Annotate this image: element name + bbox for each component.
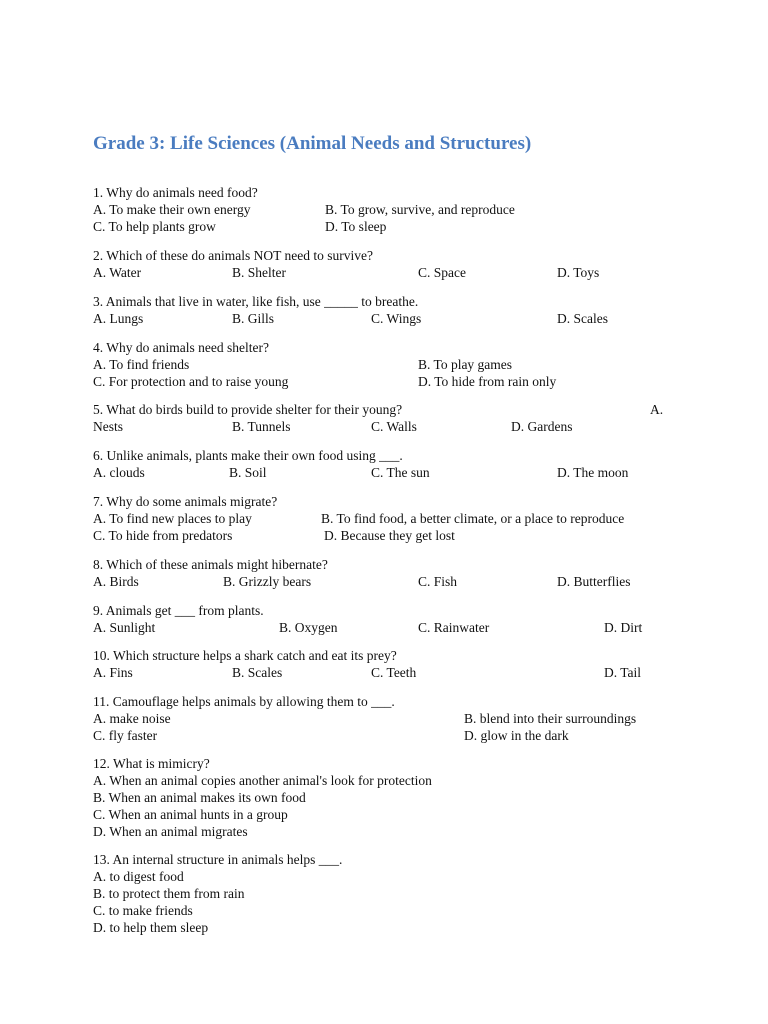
question-13 xyxy=(93,851,342,936)
option-d: D. glow in the dark xyxy=(464,728,569,743)
question-text: 2. Which of these do animals NOT need to survive? xyxy=(93,248,373,263)
option-b: B. To grow, survive, and reproduce xyxy=(325,202,515,217)
option-b: B. to protect them from rain xyxy=(93,886,245,901)
option-c: C. to make friends xyxy=(93,903,193,918)
option-d: D. Tail xyxy=(604,665,642,680)
option-c: C. Rainwater xyxy=(418,620,490,635)
option-a: A. To find new places to play xyxy=(93,511,252,526)
option-c: C. When an animal hunts in a group xyxy=(93,807,288,822)
option-a: A. To make their own energy xyxy=(93,202,251,217)
option-b: B. Gills xyxy=(232,311,275,326)
question-text: 6. Unlike animals, plants make their own food using ___. xyxy=(93,448,403,463)
option-b: B. Grizzly bears xyxy=(223,574,312,589)
option-d: D. to help them sleep xyxy=(93,920,209,935)
option-c: C. Teeth xyxy=(371,665,417,680)
option-d: D. Toys xyxy=(557,265,600,280)
option-d: D. Dirt xyxy=(604,620,643,635)
option-c: C. Fish xyxy=(418,574,458,589)
option-c: C. Space xyxy=(418,265,466,280)
option-d: D. Gardens xyxy=(511,419,573,434)
option-b: B. Oxygen xyxy=(279,620,338,635)
option-a: A. to digest food xyxy=(93,869,184,884)
page-title: Grade 3: Life Sciences (Animal Needs and Structures) xyxy=(93,133,532,154)
question-text: 4. Why do animals need shelter? xyxy=(93,340,269,355)
question-text: 1. Why do animals need food? xyxy=(93,185,258,200)
option-a: A. Sunlight xyxy=(93,620,156,635)
option-b: B. Soil xyxy=(229,465,267,480)
option-d: D. Because they get lost xyxy=(324,528,455,543)
option-c: C. Wings xyxy=(371,311,422,326)
option-d: D. Scales xyxy=(557,311,608,326)
option-c: C. The sun xyxy=(371,465,430,480)
option-a: A. Birds xyxy=(93,574,139,589)
option-a: A. When an animal copies another animal's look for protection xyxy=(93,773,432,788)
option-d: D. To hide from rain only xyxy=(418,374,557,389)
option-c: C. For protection and to raise young xyxy=(93,374,289,389)
option-c: C. fly faster xyxy=(93,728,158,743)
option-b: B. Scales xyxy=(232,665,283,680)
option-a: A. Water xyxy=(93,265,142,280)
question-text: 8. Which of these animals might hibernate? xyxy=(93,557,328,572)
option-a: A. Lungs xyxy=(93,311,144,326)
option-d: D. To sleep xyxy=(325,219,387,234)
question-12 xyxy=(93,755,432,840)
option-b: B. Shelter xyxy=(232,265,286,280)
option-a: A. Fins xyxy=(93,665,133,680)
question-text: 3. Animals that live in water, like fish, use _____ to breathe. xyxy=(93,294,419,309)
option-d: D. When an animal migrates xyxy=(93,824,248,839)
option-c: C. Walls xyxy=(371,419,417,434)
option-a-lead: A. xyxy=(650,402,664,417)
question-text: 5. What do birds build to provide shelter for their young? xyxy=(93,402,403,417)
question-text: 10. Which structure helps a shark catch and eat its prey? xyxy=(93,648,397,663)
option-a: A. clouds xyxy=(93,465,145,480)
question-text: 11. Camouflage helps animals by allowing them to ___. xyxy=(93,694,395,709)
option-a: A. make noise xyxy=(93,711,171,726)
option-d: D. The moon xyxy=(557,465,629,480)
option-b: B. To find food, a better climate, or a place to reproduce xyxy=(321,511,625,526)
question-text: 7. Why do some animals migrate? xyxy=(93,494,278,509)
option-c: C. To help plants grow xyxy=(93,219,216,234)
option-a: Nests xyxy=(93,419,123,434)
option-a: A. To find friends xyxy=(93,357,190,372)
option-b: B. blend into their surroundings xyxy=(464,711,637,726)
question-text: 12. What is mimicry? xyxy=(93,756,210,771)
question-text: 13. An internal structure in animals helps ___. xyxy=(93,852,343,867)
option-d: D. Butterflies xyxy=(557,574,631,589)
option-c: C. To hide from predators xyxy=(93,528,233,543)
option-b: B. To play games xyxy=(418,357,513,372)
question-text: 9. Animals get ___ from plants. xyxy=(93,603,264,618)
option-b: B. When an animal makes its own food xyxy=(93,790,306,805)
option-b: B. Tunnels xyxy=(232,419,291,434)
